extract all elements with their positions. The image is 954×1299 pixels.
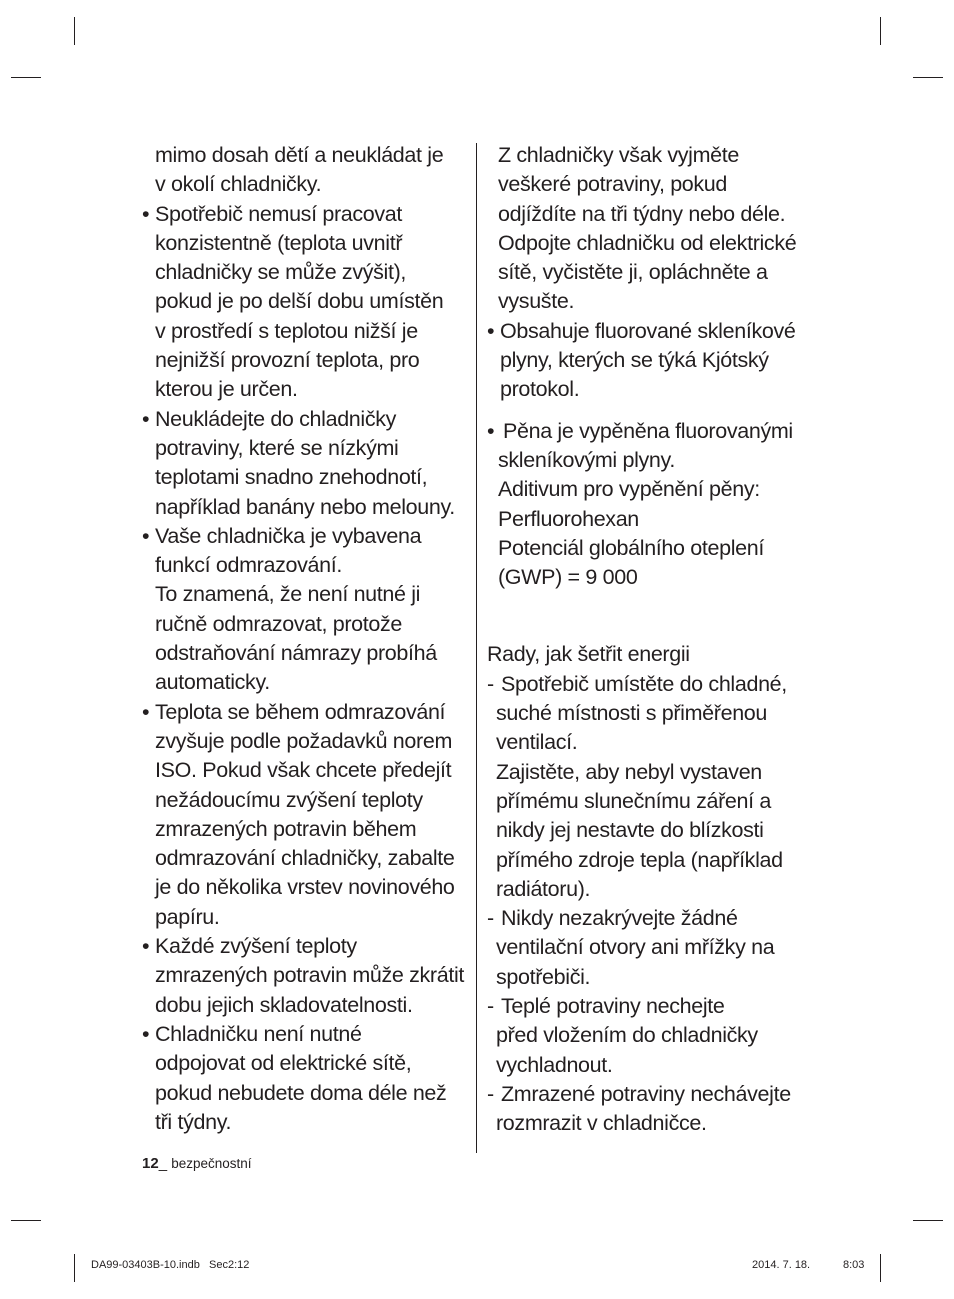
tip-item: - Teplé potraviny nechejte před vložením do chladničky vychladnout. <box>487 994 758 1077</box>
print-time: 8:03 <box>843 1259 865 1271</box>
tip-item: - Nikdy nezakrývejte žádné ventilační otvory ani mřížky na spotřebiči. <box>487 906 775 989</box>
bullet-item: • Vaše chladnička je vybavena funkcí odmrazování. To znamená, že není nutné ji ručně odmrazovat, protože odstraňování námrazy probíhá automaticky. <box>142 523 437 695</box>
dash-mark: - <box>487 1081 494 1106</box>
right-intro: Z chladničky však vyjměte veškeré potraviny, pokud odjíždíte na tři týdny nebo déle. Odpojte chladničku od elektrické sítě, vyčistěte ji, opláchněte a vysušte. <box>498 143 797 314</box>
footer-separator: _ <box>158 1155 172 1172</box>
crop-mark <box>11 77 41 78</box>
page-footer <box>142 1155 252 1172</box>
bullet-mark: • <box>142 934 150 959</box>
bullet-item: • Neukládejte do chladničky potraviny, které se nízkými teplotami snadno znehodnotí, například banány nebo melouny. <box>142 406 455 519</box>
dash-mark: - <box>487 994 494 1019</box>
crop-mark <box>913 1220 943 1221</box>
left-intro: mimo dosah dětí a neukládat je v okolí chladničky. <box>155 143 444 197</box>
bullet-item: • Každé zvýšení teploty zmrazených potravin může zkrátit dobu jejich skladovatelnosti. <box>142 934 465 1017</box>
crop-mark <box>880 17 881 45</box>
section-name: bezpečnostní <box>171 1156 252 1171</box>
left-column <box>142 141 472 1137</box>
section-heading: Rady, jak šetřit energii <box>487 642 690 667</box>
tip-item: - Spotřebič umístěte do chladné, suché místnosti s přiměřenou ventilací. Zajistěte, aby nebyl vystaven přímému slunečnímu záření a nikdy jej nestavte do blízkosti přímého zdroje tepla (například radiátoru). <box>487 671 787 901</box>
column-divider <box>476 143 477 1153</box>
tip-item: - Zmrazené potraviny nechávejte rozmrazit v chladničce. <box>487 1081 791 1136</box>
bullet-mark: • <box>142 523 150 548</box>
print-date: 2014. 7. 18. <box>752 1259 811 1271</box>
bullet-item: • Chladničku není nutné odpojovat od elektrické sítě, pokud nebudete doma déle než tři týdny. <box>142 1021 447 1134</box>
bullet-item: • Pěna je vypěněna fluorovanými skleníkovými plyny. Aditivum pro vypěnění pěny: Perfluorohexan Potenciál globálního oteplení (GWP) = 9 000 <box>487 418 793 590</box>
crop-mark <box>74 17 75 45</box>
crop-mark <box>74 1254 75 1282</box>
bullet-mark: • <box>487 418 495 443</box>
bullet-mark: • <box>142 699 150 724</box>
dash-mark: - <box>487 671 494 696</box>
right-column <box>487 141 817 1139</box>
bullet-mark: • <box>142 1021 150 1046</box>
bullet-item: • Spotřebič nemusí pracovat konzistentně (teplota uvnitř chladničky se může zvýšit), pokud je po delší dobu umístěn v prostředí s teplotou nižší je nejnižší provozní teplota, pro kterou je určen. <box>142 201 444 402</box>
crop-mark <box>11 1220 41 1221</box>
dash-mark: - <box>487 906 494 931</box>
bullet-item: • Obsahuje fluorované skleníkové plyny, kterých se týká Kjótský protokol. <box>487 318 796 402</box>
bullet-item: • Teplota se během odmrazování zvyšuje podle požadavků norem ISO. Pokud však chcete předejít nežádoucímu zvýšení teploty zmrazených potravin během odmrazování chladničky, zabalte je do několika vrstev novinového papíru. <box>142 699 455 929</box>
page-number: 12 <box>142 1155 159 1172</box>
bullet-mark: • <box>142 406 150 431</box>
bullet-mark: • <box>487 318 495 343</box>
print-file-info: DA99-03403B-10.indb Sec2:12 <box>91 1259 250 1271</box>
crop-mark <box>913 77 943 78</box>
crop-mark <box>880 1254 881 1282</box>
bullet-mark: • <box>142 201 150 226</box>
